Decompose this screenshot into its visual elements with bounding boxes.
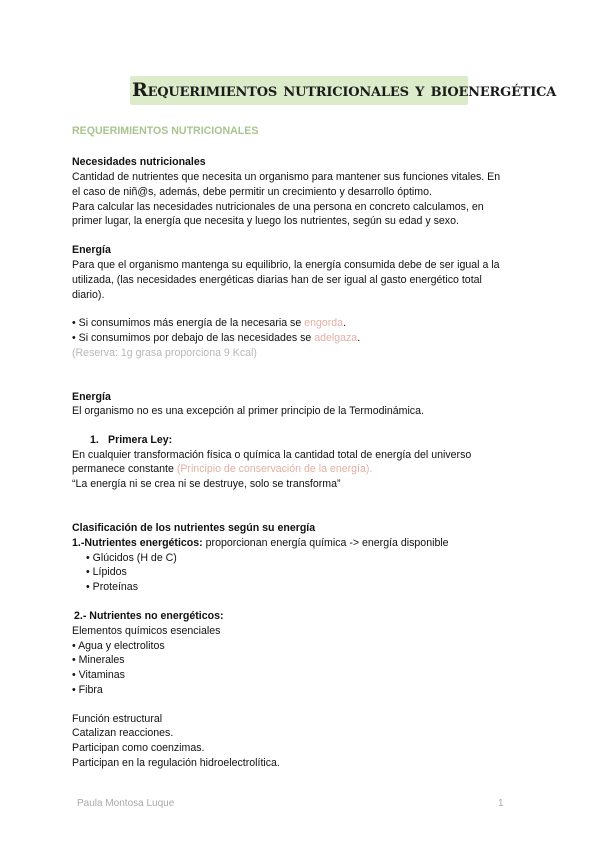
energeticos-line xyxy=(72,536,449,551)
highlight-engorda: engorda xyxy=(304,317,344,329)
bullet-text: • Si consumimos más energía de la necesaria se xyxy=(72,317,305,329)
law-title: Primera Ley: xyxy=(108,434,173,446)
necesidades-heading: Necesidades nutricionales xyxy=(72,156,206,168)
bullet-text: • Si consumimos por debajo de las necesidades se xyxy=(72,332,315,344)
list-item: • Minerales xyxy=(72,654,125,666)
necesidades-line: el caso de niñ@s, además, debe permitir un crecimiento y desarrollo óptimo. xyxy=(72,186,432,198)
law-number: 1. xyxy=(90,434,99,446)
energia-line: Para que el organismo mantenga su equilibrio, la energía consumida debe de ser igual a la xyxy=(72,259,500,271)
energia2-line: El organismo no es una excepción al primer principio de la Termodinámica. xyxy=(72,405,424,417)
law-highlight: (Principio de conservación de la energía). xyxy=(176,463,373,475)
bullet-end: . xyxy=(357,332,361,344)
list-item: • Vitaminas xyxy=(72,669,125,681)
energia-line: utilizada, (las necesidades energéticas diarias han de ser igual al gasto energético total xyxy=(72,274,482,286)
list-item: • Proteínas xyxy=(86,581,138,593)
page-number: 1 xyxy=(498,798,504,809)
energeticos-desc: proporcionan energía química -> energía disponible xyxy=(202,537,449,549)
energia-line: diario). xyxy=(72,289,105,301)
page-title: Requerimientos nutricionales y bioenergética xyxy=(132,79,557,101)
bullet-end: . xyxy=(343,317,347,329)
no-energeticos-label: 2.- Nutrientes no energéticos: xyxy=(74,610,224,622)
footer-author: Paula Montosa Luque xyxy=(77,798,175,809)
funcion-line: Catalizan reacciones. xyxy=(72,727,174,739)
necesidades-line: Cantidad de nutrientes que necesita un organismo para mantener sus funciones vitales. En xyxy=(72,171,501,183)
law-line: En cualquier transformación física o química la cantidad total de energía del universo xyxy=(72,449,472,461)
highlight-adelgaza: adelgaza xyxy=(314,332,358,344)
energia-heading: Energía xyxy=(72,244,111,256)
reserve-note: (Reserva: 1g grasa proporciona 9 Kcal) xyxy=(72,347,257,359)
bullet-adelgaza xyxy=(72,331,360,346)
law-line xyxy=(72,462,372,477)
section-heading: REQUERIMIENTOS NUTRICIONALES xyxy=(72,125,259,137)
funcion-line: Participan en la regulación hidroelectrolítica. xyxy=(72,757,280,769)
list-item: • Agua y electrolitos xyxy=(72,640,165,652)
law-line-text: permanece constante xyxy=(72,463,177,475)
clasificacion-heading: Clasificación de los nutrientes según su energía xyxy=(72,522,316,534)
list-item: • Fibra xyxy=(72,684,103,696)
necesidades-line: Para calcular las necesidades nutricionales de una persona en concreto calculamos, en xyxy=(72,201,484,213)
funcion-line: Función estructural xyxy=(72,713,163,725)
funcion-line: Participan como coenzimas. xyxy=(72,742,205,754)
no-energeticos-sub: Elementos químicos esenciales xyxy=(72,625,221,637)
energia2-heading: Energía xyxy=(72,391,111,403)
list-item: • Lípidos xyxy=(86,566,127,578)
law-quote: “La energía ni se crea ni se destruye, solo se transforma” xyxy=(72,478,341,490)
necesidades-line: primer lugar, la energía que necesita y luego los nutrientes, según su edad y sexo. xyxy=(72,215,459,227)
energeticos-label: 1.-Nutrientes energéticos: xyxy=(72,537,203,549)
bullet-engorda xyxy=(72,316,346,331)
list-item: • Glúcidos (H de C) xyxy=(86,552,177,564)
